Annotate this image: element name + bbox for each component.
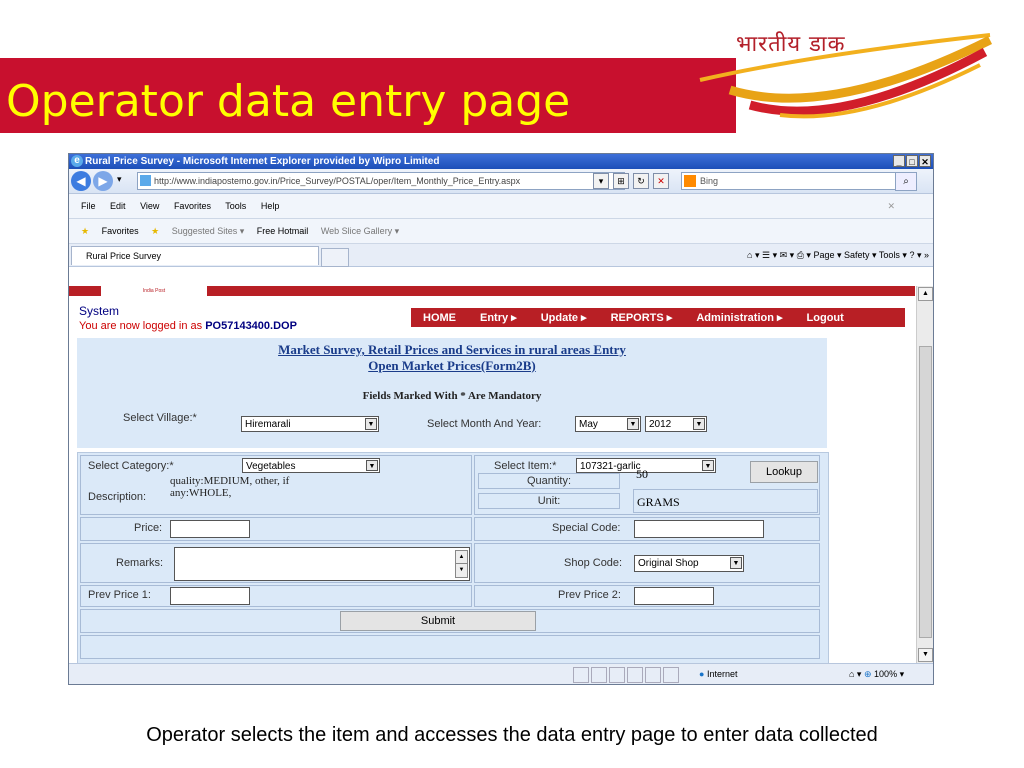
zoom-icon: ⊕ [863, 669, 872, 679]
menu-help[interactable]: Help [260, 201, 280, 211]
close-icon[interactable]: ✕ [919, 155, 931, 167]
lookup-button[interactable]: Lookup [750, 461, 818, 483]
unit-value-box [633, 489, 818, 513]
login-prefix: You are now logged in as [79, 320, 206, 332]
quantity-label: Quantity: [526, 475, 572, 487]
tab-row [69, 244, 933, 267]
unit-value: GRAMS [637, 495, 680, 509]
feeds-icon[interactable]: ☰ ▾ [762, 250, 778, 260]
nav-entry[interactable]: Entry ▸ [480, 312, 517, 324]
close-toolbar-icon[interactable]: ✕ [887, 201, 895, 211]
maximize-icon[interactable]: □ [906, 155, 918, 167]
history-dropdown-icon[interactable]: ▾ [117, 174, 122, 184]
scroll-down-icon[interactable]: ▼ [455, 563, 468, 578]
prev-price2-label: Prev Price 2: [558, 589, 621, 601]
year-select[interactable] [645, 416, 707, 432]
prev-price1-label: Prev Price 1: [88, 589, 151, 601]
description-text: quality:MEDIUM, other, if any:WHOLE, [170, 475, 290, 499]
dropdown-icon[interactable]: ▾ [593, 173, 609, 189]
empty-row [80, 635, 820, 659]
favorites-star-icon: ★ [81, 226, 90, 236]
description-label: Description: [88, 491, 147, 503]
remarks-label: Remarks: [116, 557, 164, 569]
page-menu[interactable]: Page ▾ [813, 250, 842, 260]
zoom-level: 100% [874, 669, 898, 679]
status-segment [573, 667, 589, 683]
menu-edit[interactable]: Edit [110, 201, 126, 211]
tab-rural-price-survey[interactable] [71, 246, 319, 265]
special-code-label: Special Code: [552, 522, 621, 534]
browser-window [68, 153, 934, 685]
web-slice-gallery[interactable]: Web Slice Gallery ▾ [320, 226, 400, 236]
url-field[interactable] [137, 172, 625, 190]
quantity-value: 50 [636, 467, 648, 481]
menu-view[interactable]: View [140, 201, 160, 211]
protected-mode-icon[interactable]: ⌂ ▾ [849, 669, 862, 679]
tab-label: Rural Price Survey [86, 251, 162, 261]
bing-icon [684, 175, 696, 187]
village-value: Hiremarali [245, 419, 291, 430]
item-value: 107321-garlic [580, 461, 641, 472]
year-value: 2012 [649, 419, 672, 430]
quantity-label-box [478, 473, 620, 489]
chevron-down-icon: ▼ [365, 418, 377, 430]
globe-icon: ● [699, 669, 705, 679]
prev-price1-input[interactable] [170, 587, 250, 605]
form-header-panel [77, 338, 827, 448]
page-icon [140, 175, 151, 186]
page-content [69, 286, 915, 663]
chevron-down-icon: ▼ [702, 460, 714, 471]
nav-update[interactable]: Update ▸ [540, 312, 587, 324]
window-titlebar [69, 154, 933, 169]
india-post-logo-text: भारतीय डाक [736, 32, 846, 57]
zone-indicator [699, 664, 737, 684]
zone-label: Internet [706, 669, 738, 679]
mail-icon[interactable]: ✉ ▾ [779, 250, 795, 260]
category-select[interactable] [242, 458, 380, 473]
unit-label: Unit: [537, 495, 561, 507]
login-status [79, 320, 297, 332]
window-title: Rural Price Survey - Microsoft Internet Explorer provided by Wipro Limited [85, 156, 440, 167]
search-placeholder: Bing [700, 176, 719, 186]
submit-button[interactable]: Submit [340, 611, 536, 631]
price-label: Price: [134, 522, 163, 534]
slide-title: Operator data entry page [6, 76, 571, 127]
shop-code-value: Original Shop [638, 558, 699, 569]
form-subtitle: Open Market Prices(Form2B) [368, 358, 536, 373]
url-text: http://www.indiapostemo.gov.in/Price_Survey/POSTAL/oper/Item_Monthly_Price_Entry.aspx [154, 176, 521, 186]
minimize-icon[interactable]: _ [893, 155, 905, 167]
scroll-up-icon[interactable]: ▲ [455, 550, 468, 565]
status-bar [69, 663, 933, 684]
chevron-down-icon: ▼ [693, 418, 705, 430]
menu-file[interactable]: File [81, 201, 96, 211]
login-user: PO57143400.DOP [205, 320, 297, 332]
menu-favorites[interactable]: Favorites [173, 201, 211, 211]
home-icon[interactable]: ⌂ ▾ [747, 250, 760, 260]
category-label: Select Category:* [88, 460, 174, 472]
menu-tools[interactable]: Tools [225, 201, 247, 211]
shop-code-select[interactable] [634, 555, 744, 572]
shop-code-label: Shop Code: [564, 557, 623, 569]
mandatory-note: Fields Marked With * Are Mandatory [362, 390, 542, 402]
nav-administration[interactable]: Administration ▸ [696, 312, 783, 324]
status-segment [591, 667, 607, 683]
nav-logout[interactable]: Logout [806, 311, 844, 324]
back-button[interactable]: ◀ [71, 171, 91, 191]
nav-reports[interactable]: REPORTS ▸ [610, 312, 673, 324]
scroll-up-icon[interactable]: ▲ [918, 287, 933, 301]
new-tab-button[interactable] [321, 248, 349, 267]
status-segment [645, 667, 661, 683]
nav-home[interactable]: HOME [423, 311, 456, 324]
search-field[interactable] [681, 172, 909, 190]
forward-button[interactable]: ▶ [93, 171, 113, 191]
entry-grid [77, 452, 829, 663]
search-icon[interactable]: ⌕ [895, 172, 917, 191]
print-icon[interactable]: ⎙ ▾ [796, 250, 811, 260]
chevron-down-icon: ▼ [366, 460, 378, 471]
unit-label-box [478, 493, 620, 509]
month-select[interactable] [575, 416, 641, 432]
free-hotmail[interactable]: Free Hotmail [256, 226, 309, 236]
month-value: May [579, 419, 598, 430]
command-bar [747, 244, 929, 266]
status-segment [627, 667, 643, 683]
form-title: Market Survey, Retail Prices and Services in rural areas Entry [278, 342, 626, 357]
stop-icon[interactable]: ✕ [653, 173, 669, 189]
suggested-sites[interactable]: Suggested Sites ▾ [171, 226, 245, 236]
remarks-textarea[interactable] [174, 547, 470, 581]
refresh-icon[interactable]: ↻ [633, 173, 649, 189]
chevron-down-icon: ▾ [899, 669, 905, 679]
menu-bar [69, 194, 933, 219]
help-icon[interactable]: ? ▾ [909, 250, 922, 260]
india-post-mini-logo: India Post [101, 286, 207, 296]
scroll-down-icon[interactable]: ▼ [918, 648, 933, 662]
quantity-field[interactable] [633, 467, 753, 489]
zoom-control[interactable] [849, 664, 904, 684]
tools-menu[interactable]: Tools ▾ [878, 250, 907, 260]
safety-menu[interactable]: Safety ▾ [844, 250, 877, 260]
scroll-thumb[interactable] [919, 346, 932, 638]
favorites-button[interactable]: Favorites [101, 226, 139, 236]
status-segment [663, 667, 679, 683]
compatibility-icon[interactable]: ⊞ [613, 173, 629, 189]
special-code-input[interactable] [634, 520, 764, 538]
ie-icon: e [71, 155, 83, 167]
system-label: System [79, 304, 120, 318]
favorites-bar [69, 219, 933, 244]
month-year-label: Select Month And Year: [427, 418, 542, 430]
village-label: Select Village:* [123, 412, 197, 424]
address-bar [69, 169, 933, 194]
prev-price2-input[interactable] [634, 587, 714, 605]
status-segment [609, 667, 625, 683]
main-nav [411, 308, 905, 327]
vertical-scrollbar[interactable] [916, 286, 933, 663]
slide-caption: Operator selects the item and accesses the data entry page to enter data collected [146, 724, 878, 746]
item-label: Select Item:* [494, 460, 557, 472]
price-input[interactable] [170, 520, 250, 538]
category-value: Vegetables [246, 461, 296, 472]
more-icon[interactable]: » [923, 250, 929, 260]
village-select[interactable] [241, 416, 379, 432]
chevron-down-icon: ▼ [627, 418, 639, 430]
chevron-down-icon: ▼ [730, 557, 742, 569]
add-favorite-icon[interactable]: ★ [151, 226, 160, 236]
